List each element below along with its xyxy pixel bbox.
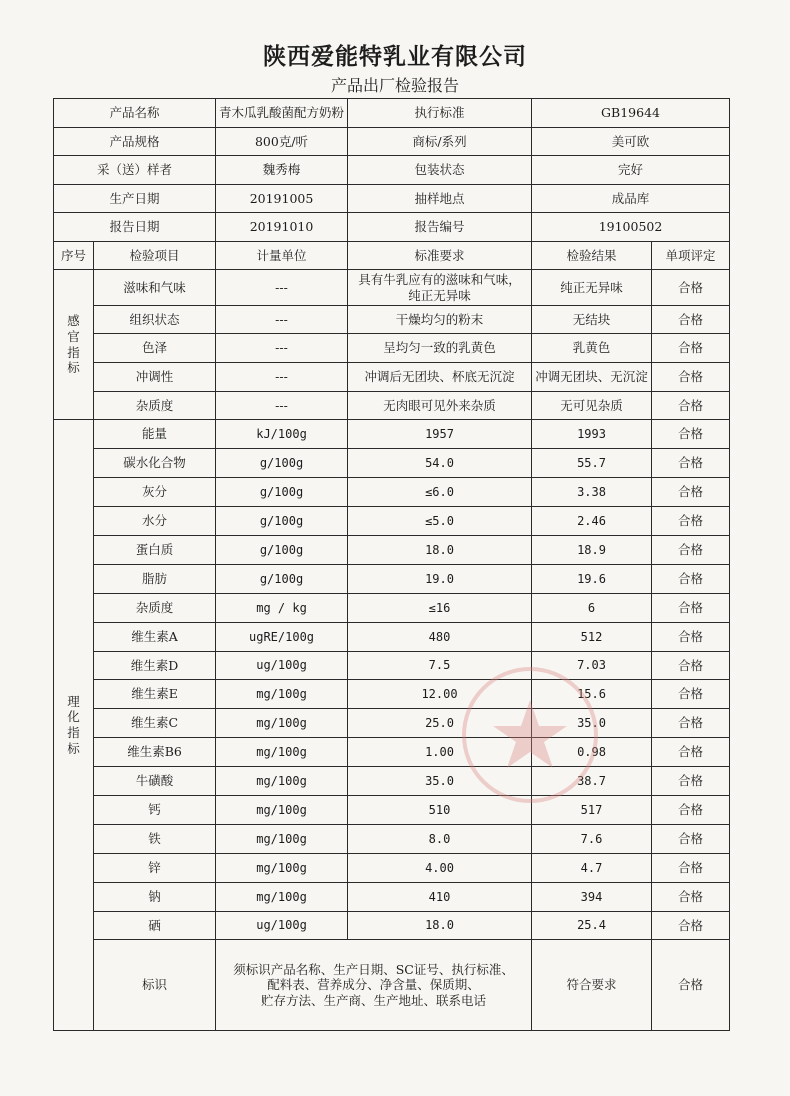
table-row (54, 767, 730, 796)
group-char: 化 (67, 709, 80, 725)
unit: --- (216, 334, 348, 363)
requirement: ≤6.0 (348, 478, 532, 507)
table-row (54, 507, 730, 536)
requirement: 35.0 (348, 767, 532, 796)
unit: --- (216, 363, 348, 392)
table-row (54, 709, 730, 738)
unit: --- (216, 270, 348, 306)
column-header-req: 标准要求 (348, 242, 532, 270)
requirement: 8.0 (348, 825, 532, 854)
test-item: 色泽 (94, 334, 216, 363)
info-label: 产品规格 (54, 128, 216, 156)
verdict: 合格 (652, 363, 730, 392)
test-item: 组织状态 (94, 306, 216, 334)
test-item: 钠 (94, 883, 216, 912)
info-value: 19100502 (532, 213, 730, 242)
table-row (54, 565, 730, 594)
verdict: 合格 (652, 767, 730, 796)
result: 6 (532, 594, 652, 623)
unit: mg/100g (216, 854, 348, 883)
info-label: 执行标准 (348, 99, 532, 128)
info-value: 20191010 (216, 213, 348, 242)
test-item: 钙 (94, 796, 216, 825)
test-item: 维生素A (94, 623, 216, 652)
verdict: 合格 (652, 912, 730, 940)
requirement: 1957 (348, 420, 532, 449)
requirement: ≤16 (348, 594, 532, 623)
group-label-sensory (54, 270, 94, 420)
group-char: 指 (67, 344, 80, 360)
table-row (54, 478, 730, 507)
verdict: 合格 (652, 420, 730, 449)
requirement: 12.00 (348, 680, 532, 709)
verdict: 合格 (652, 478, 730, 507)
info-value: 完好 (532, 156, 730, 185)
table-row (54, 270, 730, 306)
verdict: 合格 (652, 507, 730, 536)
verdict: 合格 (652, 334, 730, 363)
verdict: 合格 (652, 623, 730, 652)
column-header-seq: 序号 (54, 242, 94, 270)
result: 25.4 (532, 912, 652, 940)
table-row (54, 536, 730, 565)
unit: mg/100g (216, 796, 348, 825)
info-value: 成品库 (532, 185, 730, 213)
table-row (54, 128, 730, 156)
unit: ug/100g (216, 652, 348, 680)
column-header-verdict: 单项评定 (652, 242, 730, 270)
group-char: 理 (67, 693, 80, 709)
test-item: 维生素C (94, 709, 216, 738)
group-char: 标 (67, 360, 80, 376)
verdict: 合格 (652, 738, 730, 767)
info-label: 抽样地点 (348, 185, 532, 213)
table-row (54, 854, 730, 883)
result: 7.03 (532, 652, 652, 680)
column-header-unit: 计量单位 (216, 242, 348, 270)
unit: g/100g (216, 536, 348, 565)
requirement-line: 干燥均匀的粉末 (395, 311, 484, 327)
column-header-item: 检验项目 (94, 242, 216, 270)
table-row (54, 392, 730, 420)
requirement (348, 363, 532, 392)
result: 冲调无团块、无沉淀 (532, 363, 652, 392)
table-row (54, 652, 730, 680)
inspection-table (53, 98, 730, 1031)
test-item: 锌 (94, 854, 216, 883)
table-row (54, 242, 730, 270)
result: 乳黄色 (532, 334, 652, 363)
verdict: 合格 (652, 854, 730, 883)
info-label: 报告日期 (54, 213, 216, 242)
verdict: 合格 (652, 449, 730, 478)
requirement: 4.00 (348, 854, 532, 883)
unit: mg/100g (216, 767, 348, 796)
requirement-line: 须标识产品名称、生产日期、SC证号、执行标准、 (233, 961, 514, 977)
verdict: 合格 (652, 796, 730, 825)
test-item-label: 标识 (94, 940, 216, 1031)
result: 18.9 (532, 536, 652, 565)
verdict: 合格 (652, 594, 730, 623)
unit: mg/100g (216, 738, 348, 767)
inspection-table-body (54, 99, 730, 1031)
label-verdict: 合格 (652, 940, 730, 1031)
result: 512 (532, 623, 652, 652)
unit: --- (216, 306, 348, 334)
info-value: 魏秀梅 (216, 156, 348, 185)
result: 517 (532, 796, 652, 825)
table-row (54, 185, 730, 213)
test-item: 蛋白质 (94, 536, 216, 565)
unit: mg / kg (216, 594, 348, 623)
test-item: 杂质度 (94, 392, 216, 420)
result: 纯正无异味 (532, 270, 652, 306)
test-item: 铁 (94, 825, 216, 854)
table-row (54, 594, 730, 623)
requirement: 480 (348, 623, 532, 652)
verdict: 合格 (652, 680, 730, 709)
table-row (54, 99, 730, 128)
info-value: 800克/听 (216, 128, 348, 156)
info-label: 生产日期 (54, 185, 216, 213)
group-char: 感 (67, 313, 80, 329)
unit: ug/100g (216, 912, 348, 940)
table-row (54, 156, 730, 185)
test-item: 杂质度 (94, 594, 216, 623)
group-label-physchem (54, 420, 94, 1031)
unit: g/100g (216, 449, 348, 478)
unit: g/100g (216, 507, 348, 536)
test-item: 灰分 (94, 478, 216, 507)
test-item: 碳水化合物 (94, 449, 216, 478)
test-item: 能量 (94, 420, 216, 449)
result: 38.7 (532, 767, 652, 796)
info-value: 20191005 (216, 185, 348, 213)
info-value: 美可欧 (532, 128, 730, 156)
test-item: 牛磺酸 (94, 767, 216, 796)
requirement: 1.00 (348, 738, 532, 767)
verdict: 合格 (652, 565, 730, 594)
result: 394 (532, 883, 652, 912)
requirement: 19.0 (348, 565, 532, 594)
test-item: 维生素B6 (94, 738, 216, 767)
verdict: 合格 (652, 270, 730, 306)
result: 55.7 (532, 449, 652, 478)
table-row (54, 623, 730, 652)
test-item: 冲调性 (94, 363, 216, 392)
verdict: 合格 (652, 306, 730, 334)
requirement: 18.0 (348, 912, 532, 940)
table-row (54, 738, 730, 767)
group-char: 标 (67, 740, 80, 756)
requirement-line: 冲调后无团块、杯底无沉淀 (364, 369, 515, 385)
unit: mg/100g (216, 825, 348, 854)
table-row (54, 363, 730, 392)
info-value: GB19644 (532, 99, 730, 128)
result: 3.38 (532, 478, 652, 507)
company-name: 陕西爱能特乳业有限公司 (263, 43, 527, 70)
verdict: 合格 (652, 652, 730, 680)
requirement (348, 392, 532, 420)
label-result: 符合要求 (532, 940, 652, 1031)
requirement: 18.0 (348, 536, 532, 565)
test-item: 滋味和气味 (94, 270, 216, 306)
table-row (54, 680, 730, 709)
requirement-line: 配料表、营养成分、净含量、保质期、 (267, 977, 480, 993)
info-label: 报告编号 (348, 213, 532, 242)
info-value: 青木瓜乳酸菌配方奶粉 (216, 99, 348, 128)
result: 7.6 (532, 825, 652, 854)
report-title: 产品出厂检验报告 (330, 76, 459, 95)
info-label: 产品名称 (54, 99, 216, 128)
result: 0.98 (532, 738, 652, 767)
verdict: 合格 (652, 825, 730, 854)
group-char: 官 (67, 328, 80, 344)
table-row (54, 940, 730, 1031)
table-row (54, 213, 730, 242)
requirement: ≤5.0 (348, 507, 532, 536)
unit: --- (216, 392, 348, 420)
table-row (54, 334, 730, 363)
result: 1993 (532, 420, 652, 449)
result: 2.46 (532, 507, 652, 536)
requirement-line: 无肉眼可见外来杂质 (383, 397, 496, 413)
group-char: 指 (67, 725, 80, 740)
table-row (54, 825, 730, 854)
verdict: 合格 (652, 536, 730, 565)
test-item: 硒 (94, 912, 216, 940)
requirement: 410 (348, 883, 532, 912)
table-row (54, 420, 730, 449)
unit: mg/100g (216, 883, 348, 912)
test-item: 维生素D (94, 652, 216, 680)
unit: ugRE/100g (216, 623, 348, 652)
requirement: 7.5 (348, 652, 532, 680)
requirement (348, 306, 532, 334)
result: 无结块 (532, 306, 652, 334)
requirement-line: 纯正无异味 (408, 287, 471, 303)
unit: g/100g (216, 478, 348, 507)
verdict: 合格 (652, 883, 730, 912)
requirement-line: 呈均匀一致的乳黄色 (383, 340, 496, 356)
unit: kJ/100g (216, 420, 348, 449)
result: 15.6 (532, 680, 652, 709)
test-item: 维生素E (94, 680, 216, 709)
requirement (348, 334, 532, 363)
info-label: 采（送）样者 (54, 156, 216, 185)
column-header-result: 检验结果 (532, 242, 652, 270)
requirement: 510 (348, 796, 532, 825)
result: 35.0 (532, 709, 652, 738)
requirement: 25.0 (348, 709, 532, 738)
requirement-line: 贮存方法、生产商、生产地址、联系电话 (261, 992, 487, 1008)
result: 4.7 (532, 854, 652, 883)
unit: mg/100g (216, 709, 348, 738)
info-label: 商标/系列 (348, 128, 532, 156)
table-row (54, 796, 730, 825)
verdict: 合格 (652, 392, 730, 420)
table-row (54, 883, 730, 912)
table-row (54, 912, 730, 940)
result: 无可见杂质 (532, 392, 652, 420)
requirement (348, 270, 532, 306)
unit: g/100g (216, 565, 348, 594)
requirement: 54.0 (348, 449, 532, 478)
unit: mg/100g (216, 680, 348, 709)
result: 19.6 (532, 565, 652, 594)
test-item: 脂肪 (94, 565, 216, 594)
table-row (54, 306, 730, 334)
requirement-line: 具有牛乳应有的滋味和气味， (358, 271, 521, 287)
test-item: 水分 (94, 507, 216, 536)
table-row (54, 449, 730, 478)
verdict: 合格 (652, 709, 730, 738)
info-label: 包装状态 (348, 156, 532, 185)
label-requirement (216, 940, 532, 1031)
